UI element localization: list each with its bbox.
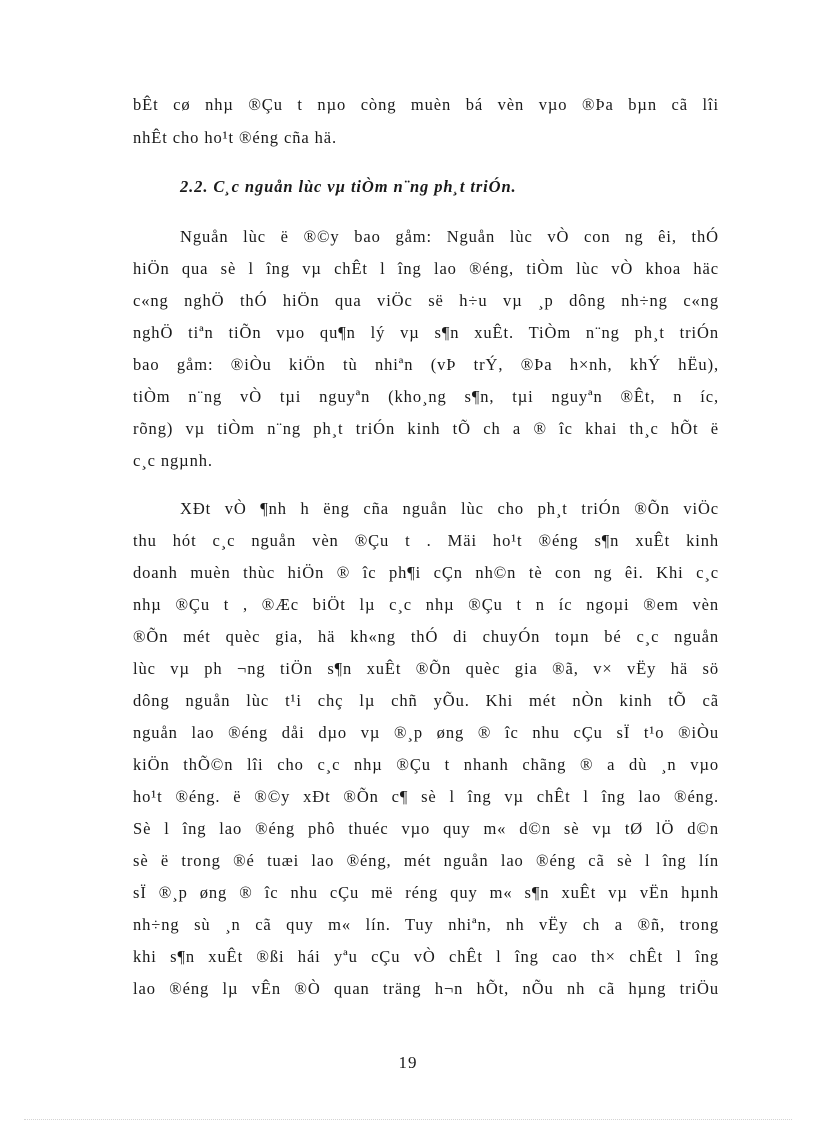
body-text-line: ®Õn mét quèc gia, hä kh«ng thÓ di chuyÓn toµn bé c¸c nguån: [133, 627, 719, 646]
body-text-line: dông nguån lùc t¹i chç lµ chñ yÕu. Khi mét nÒn kinh tÕ cã: [133, 691, 719, 710]
body-text-line: sè ë trong ®é tuæi lao ®éng, mét nguån lao ®éng cã sè l îng lín: [133, 851, 719, 870]
body-text-line: kiÖn thÕ©n lîi cho c¸c nhµ ®Çu t nhanh chãng ® a dù ¸n vµo: [133, 755, 719, 774]
body-text-line: nh÷ng sù ¸n cã quy m« lín. Tuy nhiªn, nh vËy ch a ®ñ, trong: [133, 915, 719, 934]
body-text-line: c«ng nghÖ thÓ hiÖn qua viÖc së h÷u vµ ¸p dông nh÷ng c«ng: [133, 291, 719, 310]
page-number: 19: [398, 1053, 418, 1072]
body-text-line: bÊt cø nhµ ®Çu t nµo còng muèn bá vèn vµo ®Þa bµn cã lîi: [133, 95, 719, 114]
body-text-line: c¸c ngµnh.: [133, 451, 213, 470]
page-bottom-divider: [24, 1119, 792, 1120]
body-text-line: Nguån lùc ë ®©y bao gåm: Nguån lùc vÒ con ng êi, thÓ: [180, 227, 719, 246]
body-text-line: nhÊt cho ho¹t ®éng cña hä.: [133, 128, 337, 147]
body-text-line: thu hót c¸c nguån vèn ®Çu t . Mäi ho¹t ®éng s¶n xuÊt kinh: [133, 531, 719, 550]
body-text-line: Sè l îng lao ®éng phô thuéc vµo quy m« d©n sè vµ tØ lÖ d©n: [133, 819, 719, 838]
body-text-line: nghÖ tiªn tiÕn vµo qu¶n lý vµ s¶n xuÊt. TiÒm n¨ng ph¸t triÓn: [133, 323, 719, 342]
body-text-line: bao gåm: ®iÒu kiÖn tù nhiªn (vÞ trÝ, ®Þa h×nh, khÝ hËu),: [133, 355, 719, 374]
section-heading: 2.2. C¸c nguån lùc vµ tiÒm n¨ng ph¸t triÓn.: [180, 177, 517, 196]
body-text-line: sÏ ®¸p øng ® îc nhu cÇu më réng quy m« s¶n xuÊt vµ vËn hµnh: [133, 883, 719, 902]
body-text-line: khi s¶n xuÊt ®ßi hái yªu cÇu vÒ chÊt l îng cao th× chÊt l îng: [133, 947, 719, 966]
body-text-line: nhµ ®Çu t , ®Æc biÖt lµ c¸c nhµ ®Çu t n íc ngoµi ®em vèn: [133, 595, 719, 614]
body-text-line: rõng) vµ tiÒm n¨ng ph¸t triÓn kinh tÕ ch a ® îc khai th¸c hÕt ë: [133, 419, 719, 438]
body-text-line: tiÒm n¨ng vÒ tµi nguyªn (kho¸ng s¶n, tµi nguyªn ®Êt, n íc,: [133, 387, 719, 406]
body-text-line: XÐt vÒ ¶nh h ëng cña nguån lùc cho ph¸t triÓn ®Õn viÖc: [180, 499, 719, 518]
body-text-line: doanh muèn thùc hiÖn ® îc ph¶i cÇn nh©n tè con ng êi. Khi c¸c: [133, 563, 719, 582]
body-text-line: nguån lao ®éng dåi dµo vµ ®¸p øng ® îc nhu cÇu sÏ t¹o ®iÒu: [133, 723, 719, 742]
body-text-line: lùc vµ ph ¬ng tiÖn s¶n xuÊt ®Õn quèc gia ®ã, v× vËy hä sö: [133, 659, 719, 678]
body-text-line: ho¹t ®éng. ë ®©y xÐt ®Õn c¶ sè l îng vµ chÊt l îng lao ®éng.: [133, 787, 719, 806]
body-text-line: hiÖn qua sè l îng vµ chÊt l îng lao ®éng, tiÒm lùc vÒ khoa häc: [133, 259, 719, 278]
body-text-line: lao ®éng lµ vÊn ®Ò quan träng h¬n hÕt, nÕu nh cã hµng triÖu: [133, 979, 719, 998]
